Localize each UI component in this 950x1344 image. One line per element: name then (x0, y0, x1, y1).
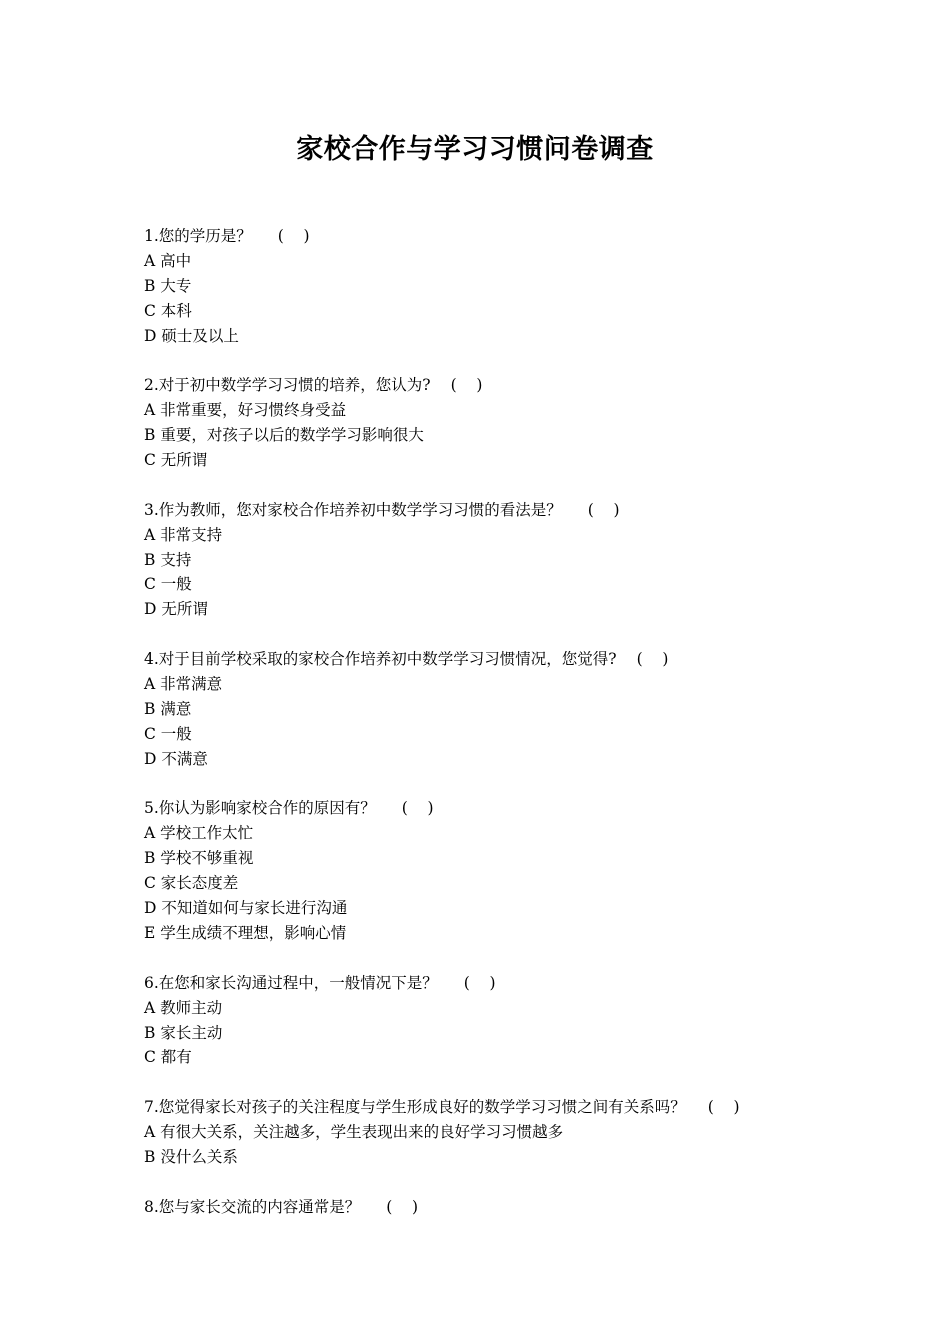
answer-blank: ( ) (636, 650, 669, 669)
answer-blank: ( ) (386, 1197, 419, 1216)
option-d: D 硕士及以上 (144, 326, 239, 345)
answer-blank: ( ) (463, 973, 496, 992)
answer-blank: ( ) (401, 799, 434, 818)
option-b: B 家长主动 (144, 1023, 223, 1042)
answer-blank: ( ) (277, 227, 310, 245)
option-a: A 学校工作太忙 (144, 824, 254, 843)
question-text: 5.你认为影响家校合作的原因有？ (144, 799, 376, 818)
question-8 (144, 1195, 864, 1220)
question-text: 7.您觉得家长对孩子的关注程度与学生形成良好的数学学习习惯之间有关系吗？ (144, 1098, 686, 1117)
option-b: B 满意 (144, 699, 192, 718)
question-text: 8.您与家长交流的内容通常是？ (144, 1197, 361, 1216)
question-6 (144, 971, 864, 1071)
option-b: B 重要，对孩子以后的数学学习影响很大 (144, 426, 424, 445)
question-text: 3.作为教师，您对家校合作培养初中数学学习习惯的看法是？ (144, 500, 562, 519)
option-d: D 不知道如何与家长进行沟通 (144, 899, 348, 918)
question-prompt (144, 971, 864, 996)
question-prompt (144, 373, 864, 398)
option-a: A 教师主动 (144, 998, 223, 1017)
question-prompt (144, 1095, 864, 1120)
question-prompt (144, 647, 864, 672)
option-b: B 学校不够重视 (144, 849, 254, 868)
question-prompt (144, 796, 864, 821)
answer-blank: ( ) (587, 500, 620, 519)
question-3 (144, 498, 864, 622)
option-b: B 没什么关系 (144, 1147, 238, 1166)
answer-blank: ( ) (450, 376, 483, 395)
question-2 (144, 373, 864, 473)
option-c: C 无所谓 (144, 451, 208, 470)
option-c: C 都有 (144, 1048, 192, 1067)
question-4 (144, 647, 864, 771)
option-c: C 一般 (144, 575, 192, 594)
option-a: A 非常重要，好习惯终身受益 (144, 401, 347, 420)
question-text: 6.在您和家长沟通过程中，一般情况下是？ (144, 973, 438, 992)
option-c: C 本科 (144, 301, 192, 320)
answer-blank: ( ) (707, 1098, 740, 1117)
option-d: D 无所谓 (144, 600, 208, 619)
option-d: D 不满意 (144, 749, 208, 768)
document-title: 家校合作与学习习惯问卷调查 (296, 134, 654, 165)
option-a: A 有很大关系，关注越多，学生表现出来的良好学习习惯越多 (144, 1123, 564, 1142)
question-7 (144, 1095, 864, 1170)
option-c: C 家长态度差 (144, 874, 239, 893)
option-e: E 学生成绩不理想，影响心情 (144, 923, 347, 942)
option-a: A 高中 (144, 251, 192, 270)
questionnaire (144, 224, 864, 1245)
option-b: B 支持 (144, 550, 192, 569)
option-c: C 一般 (144, 724, 192, 743)
question-text: 1.您的学历是？ (144, 227, 252, 245)
option-a: A 非常支持 (144, 525, 223, 544)
question-text: 4.对于目前学校采取的家校合作培养初中数学学习习惯情况，您觉得? (144, 650, 617, 669)
question-5 (144, 796, 864, 945)
option-a: A 非常满意 (144, 675, 223, 694)
question-prompt (144, 498, 864, 523)
question-prompt (144, 224, 864, 249)
question-text: 2.对于初中数学学习习惯的培养，您认为? (144, 376, 431, 395)
option-b: B 大专 (144, 276, 192, 295)
question-prompt (144, 1195, 864, 1220)
question-1 (144, 224, 864, 348)
